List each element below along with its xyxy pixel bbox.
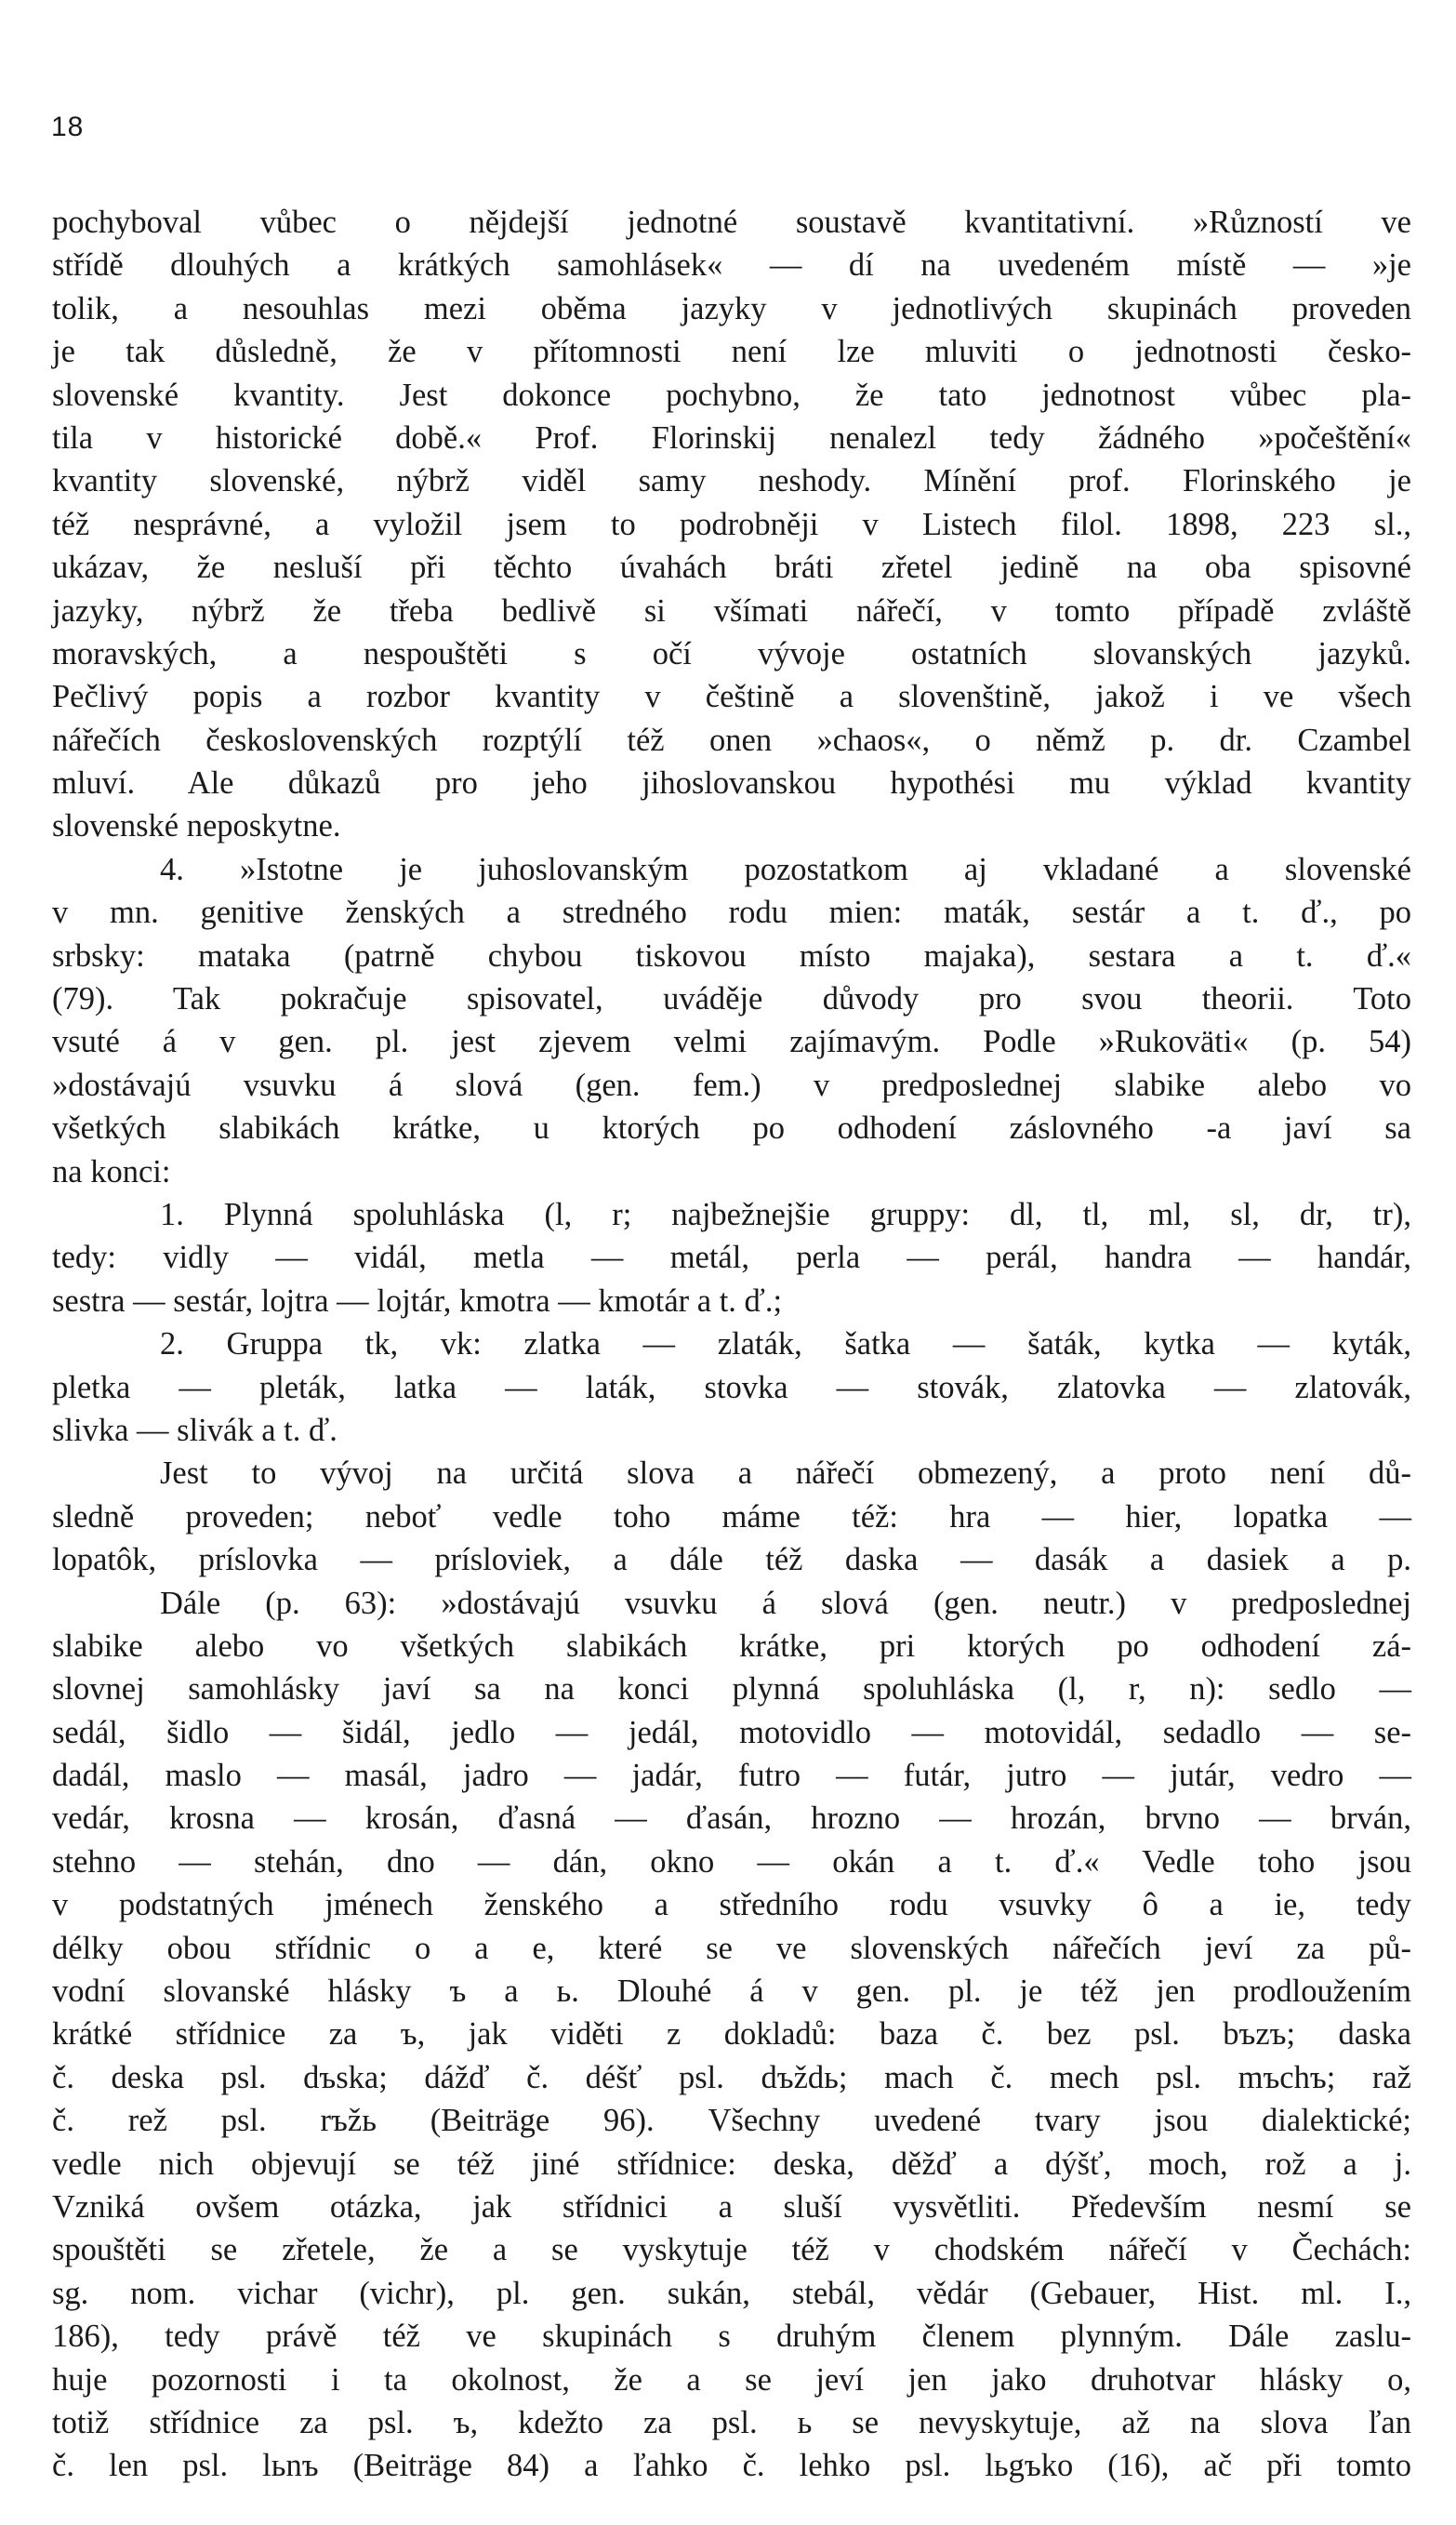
text-line: dadál, maslo — masál, jadro — jadár, futro — futár, jutro — jutár, vedro — [52, 1758, 1411, 1794]
text-line: vodní slovanské hlásky ъ a ь. Dlouhé á v gen. pl. je též jen prodloužením [52, 1973, 1411, 2010]
text-line: moravských, a nespouštěti s očí vývoje ostatních slovanských jazyků. [52, 635, 1411, 671]
body-text [52, 201, 1411, 2488]
text-line: krátké střídnice za ъ, jak viděti z dokladů: baza č. bez psl. bъzъ; daska [52, 2016, 1411, 2053]
text-line: v mn. genitive ženských a stredného rodu mien: maták, sestár a t. ď., po [52, 895, 1411, 931]
text-line: huje pozornosti i ta okolnost, že a se jeví jen jako druhotvar hlásky o, [52, 2361, 1411, 2398]
text-line: lopatôk, príslovka — prísloviek, a dále též daska — dasák a dasiek a p. [52, 1542, 1411, 1578]
text-line: v podstatných jménech ženského a středního rodu vsuvky ô a ie, tedy [52, 1887, 1411, 1923]
text-line: Jest to vývoj na určitá slova a nářečí obmezený, a proto není dů- [160, 1455, 1411, 1492]
text-line: nářečích československých rozptýlí též onen »chaos«, o němž p. dr. Czambel [52, 722, 1411, 758]
text-line: ukázav, že nesluší při těchto úvahách bráti zřetel jedině na oba spisovné [52, 550, 1411, 586]
text-line: slovnej samohlásky javí sa na konci plynná spoluhláska (l, r, n): sedlo — [52, 1671, 1411, 1708]
text-line: vsuté á v gen. pl. jest zjevem velmi zajímavým. Podle »Rukoväti« (p. 54) [52, 1024, 1411, 1060]
text-line: č. len psl. lьnъ (Beiträge 84) a ľahko č. lehko psl. lьgъko (16), ač při tomto [52, 2448, 1411, 2484]
text-line: č. rež psl. rъžь (Beiträge 96). Všechny uvedené tvary jsou dialektické; [52, 2103, 1411, 2139]
text-line: sestra — sestár, lojtra — lojtár, kmotra — kmotár a t. ď.; [52, 1282, 783, 1319]
text-line: tolik, a nesouhlas mezi oběma jazyky v jednotlivých skupinách proveden [52, 290, 1411, 326]
text-line: též nesprávné, a vyložil jsem to podrobněji v Listech filol. 1898, 223 sl., [52, 506, 1411, 542]
text-line: 2. Gruppa tk, vk: zlatka — zlaták, šatka — šaták, kytka — kyták, [160, 1326, 1411, 1362]
text-line: slovenské neposkytne. [52, 808, 341, 844]
text-line: na konci: [52, 1153, 171, 1189]
text-line: stehno — stehán, dno — dán, okno — okán a t. ď.« Vedle toho jsou [52, 1843, 1411, 1880]
text-line: sedál, šidlo — šidál, jedlo — jedál, motovidlo — motovidál, sedadlo — se- [52, 1714, 1411, 1750]
text-line: č. deska psl. dъska; dážď č. déšť psl. dъždь; mach č. mech psl. mъchъ; raž [52, 2059, 1411, 2095]
text-line: 4. »Istotne je juhoslovanským pozostatkom aj vkladané a slovenské [160, 851, 1411, 887]
text-line: délky obou střídnic o a e, které se ve slovenských nářečích jeví za pů- [52, 1930, 1411, 1966]
text-line: jazyky, nýbrž že třeba bedlivě si všímati nářečí, v tomto případě zvláště [52, 592, 1411, 629]
text-line: vedár, krosna — krosán, ďasná — ďasán, hrozno — hrozán, brvno — brván, [52, 1801, 1411, 1837]
text-line: pletka — pleták, latka — laták, stovka — stovák, zlatovka — zlatovák, [52, 1369, 1411, 1405]
text-line: slovenské kvantity. Jest dokonce pochybno, že tato jednotnost vůbec pla- [52, 377, 1411, 413]
page-number: 18 [51, 112, 85, 142]
text-line: 1. Plynná spoluhláska (l, r; najbežnejšie gruppy: dl, tl, ml, sl, dr, tr), [160, 1196, 1411, 1232]
text-line: 186), tedy právě též ve skupinách s druhým členem plynným. Dále zaslu- [52, 2319, 1411, 2355]
text-line: všetkých slabikách krátke, u ktorých po odhodení záslovného -a javí sa [52, 1110, 1411, 1147]
text-line: tedy: vidly — vidál, metla — metál, perla — perál, handra — handár, [52, 1240, 1411, 1276]
text-line: sg. nom. vichar (vichr), pl. gen. sukán, stebál, vědár (Gebauer, Hist. ml. I., [52, 2275, 1411, 2311]
text-line: sledně proveden; neboť vedle toho máme též: hra — hier, lopatka — [52, 1498, 1411, 1535]
text-line: »dostávajú vsuvku á slová (gen. fem.) v predposlednej slabike alebo vo [52, 1067, 1411, 1103]
text-line: slivka — slivák a t. ď. [52, 1412, 338, 1448]
text-line: kvantity slovenské, nýbrž viděl samy neshody. Mínění prof. Florinského je [52, 463, 1411, 499]
text-line: slabike alebo vo všetkých slabikách krátke, pri ktorých po odhodení zá- [52, 1628, 1411, 1664]
text-line: je tak důsledně, že v přítomnosti není lze mluviti o jednotnosti česko- [52, 334, 1411, 370]
text-line: spouštěti se zřetele, že a se vyskytuje též v chodském nářečí v Čechách: [52, 2232, 1411, 2268]
text-line: Dále (p. 63): »dostávajú vsuvku á slová (gen. neutr.) v predposlednej [160, 1585, 1411, 1621]
text-line: vedle nich objevují se též jiné střídnice: deska, děžď a dýšť, moch, rož a j. [52, 2146, 1411, 2182]
text-line: Pečlivý popis a rozbor kvantity v češtině a slovenštině, jakož i ve všech [52, 679, 1411, 715]
text-line: totiž střídnice za psl. ъ, kdežto za psl. ь se nevyskytuje, až na slova ľan [52, 2404, 1411, 2440]
text-line: srbsky: mataka (patrně chybou tiskovou místo majaka), sestara a t. ď.« [52, 937, 1411, 974]
text-line: Vzniká ovšem otázka, jak střídnici a sluší vysvětliti. Především nesmí se [52, 2188, 1411, 2225]
text-line: střídě dlouhých a krátkých samohlásek« — dí na uvedeném místě — »je [52, 247, 1411, 284]
text-line: mluví. Ale důkazů pro jeho jihoslovanskou hypothési mu výklad kvantity [52, 765, 1411, 802]
text-line: tila v historické době.« Prof. Florinskij nenalezl tedy žádného »počeštění« [52, 419, 1411, 456]
text-line: (79). Tak pokračuje spisovatel, uváděje důvody pro svou theorii. Toto [52, 981, 1411, 1017]
text-line: pochyboval vůbec o nějdejší jednotné soustavě kvantitativní. »Růzností ve [52, 205, 1411, 240]
